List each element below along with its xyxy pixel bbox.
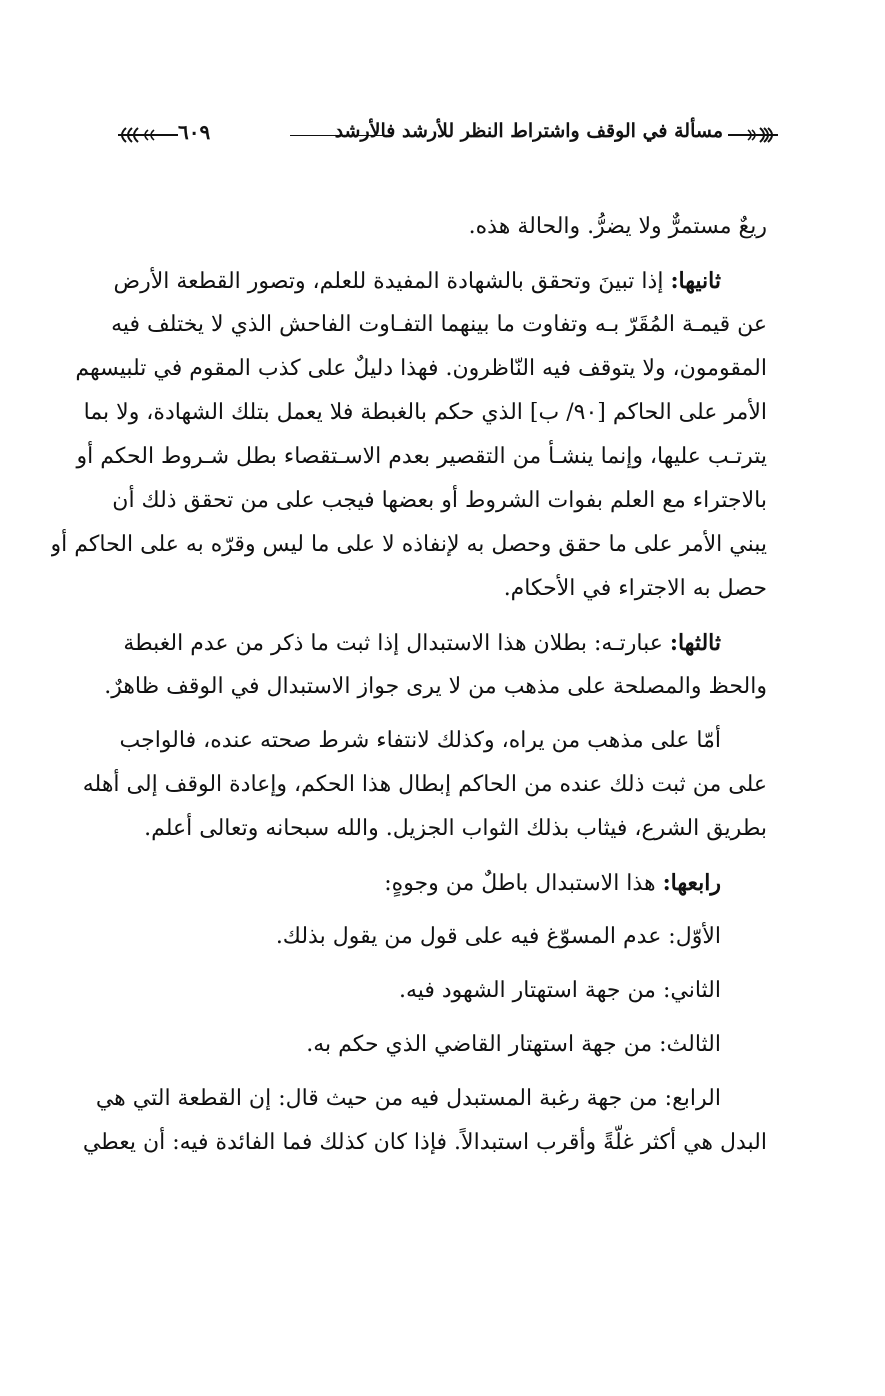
text-line bbox=[51, 347, 767, 391]
paragraph-gap bbox=[51, 611, 767, 621]
text-line bbox=[51, 259, 767, 303]
line-text: يترتـب عليها، وإنما ينشـأ من التقصير بعدم الاسـتقصاء بطل شـروط الحكم أو bbox=[76, 444, 767, 469]
text-line bbox=[51, 567, 767, 611]
line-text: الثاني: من جهة استهتار الشهود فيه. bbox=[398, 978, 721, 1003]
line-text: هذا الاستبدال باطلٌ من وجوهٍ: bbox=[384, 871, 663, 896]
text-line bbox=[51, 435, 767, 479]
paragraph-gap bbox=[51, 1013, 767, 1023]
paragraph-gap bbox=[51, 959, 767, 969]
running-header bbox=[118, 118, 778, 152]
text-line bbox=[51, 763, 767, 807]
line-text: الأوّل: عدم المسوّغ فيه على قول من يقول بذلك. bbox=[275, 924, 721, 949]
text-line bbox=[51, 861, 767, 905]
line-text: المقومون، ولا يتوقف فيه النّاظرون. فهذا دليلٌ على كذب المقوم في تلبيسهم bbox=[75, 356, 767, 381]
text-line bbox=[51, 719, 767, 763]
header-title: مسألة في الوقف واشتراط النظر للأرشد فالأرشد bbox=[334, 120, 723, 142]
line-text: أمّا على مذهب من يراه، وكذلك لانتفاء شرط صحته عنده، فالواجب bbox=[119, 728, 721, 753]
text-line bbox=[51, 969, 767, 1013]
line-text: البدل هي أكثر غلّةً وأقرب استبدالاً. فإذا كان كذلك فما الفائدة فيه: أن يعطي bbox=[82, 1130, 767, 1155]
paragraph-lead: ثانيها: bbox=[670, 268, 721, 294]
text-line bbox=[51, 391, 767, 435]
paragraph-gap bbox=[51, 709, 767, 719]
line-text: يبني الأمر على ما حقق وحصل به لإنفاذه لا على ما ليس وقرّه به على الحاكم أو bbox=[51, 532, 767, 557]
line-text: ريعٌ مستمرٌّ ولا يضرُّ. والحالة هذه. bbox=[468, 214, 767, 239]
text-line bbox=[51, 807, 767, 851]
text-line bbox=[51, 1121, 767, 1165]
paragraph-gap bbox=[51, 851, 767, 861]
line-text: بطريق الشرع، فيثاب بذلك الثواب الجزيل. والله سبحانه وتعالى أعلم. bbox=[144, 816, 767, 841]
line-text: على من ثبت ذلك عنده من الحاكم إبطال هذا الحكم، وإعادة الوقف إلى أهله bbox=[82, 772, 767, 797]
line-text: الأمر على الحاكم [٩٠/ ب] الذي حكم بالغبطة فلا يعمل بتلك الشهادة، ولا بما bbox=[83, 400, 767, 425]
paragraph-gap bbox=[51, 905, 767, 915]
text-line bbox=[51, 1023, 767, 1067]
text-line bbox=[51, 1077, 767, 1121]
paragraph-lead: رابعها: bbox=[662, 870, 721, 896]
paragraph-gap bbox=[51, 1067, 767, 1077]
text-line bbox=[51, 915, 767, 959]
line-text: عبارتـه: بطلان هذا الاستبدال إذا ثبت ما ذكر من عدم الغبطة bbox=[123, 631, 670, 656]
line-text: بالاجتراء مع العلم بفوات الشروط أو بعضها فيجب على من تحقق ذلك أن bbox=[112, 488, 767, 513]
line-text: حصل به الاجتراء في الأحكام. bbox=[503, 576, 767, 601]
text-line bbox=[51, 205, 767, 249]
line-text: الرابع: من جهة رغبة المستبدل فيه من حيث قال: إن القطعة التي هي bbox=[95, 1086, 721, 1111]
header-rule bbox=[290, 135, 386, 136]
line-text: الثالث: من جهة استهتار القاضي الذي حكم به. bbox=[306, 1032, 721, 1057]
line-text: والحظ والمصلحة على مذهب من لا يرى جواز الاستبدال في الوقف ظاهرٌ. bbox=[104, 674, 767, 699]
text-line bbox=[51, 665, 767, 709]
text-line bbox=[51, 479, 767, 523]
page-number: ٦٠٩ bbox=[178, 120, 211, 144]
text-line bbox=[51, 523, 767, 567]
line-text: إذا تبينَ وتحقق بالشهادة المفيدة للعلم، وتصور القطعة الأرض bbox=[113, 269, 671, 294]
ornament-left-icon bbox=[118, 126, 178, 144]
ornament-right-icon bbox=[726, 126, 778, 144]
text-line bbox=[51, 303, 767, 347]
paragraph-gap bbox=[51, 249, 767, 259]
text-line bbox=[51, 621, 767, 665]
paragraph-lead: ثالثها: bbox=[669, 630, 721, 656]
line-text: عن قيمـة المُقَرّ بـه وتفاوت ما بينهما التفـاوت الفاحش الذي لا يختلف فيه bbox=[111, 312, 767, 337]
page-body bbox=[51, 205, 767, 1165]
